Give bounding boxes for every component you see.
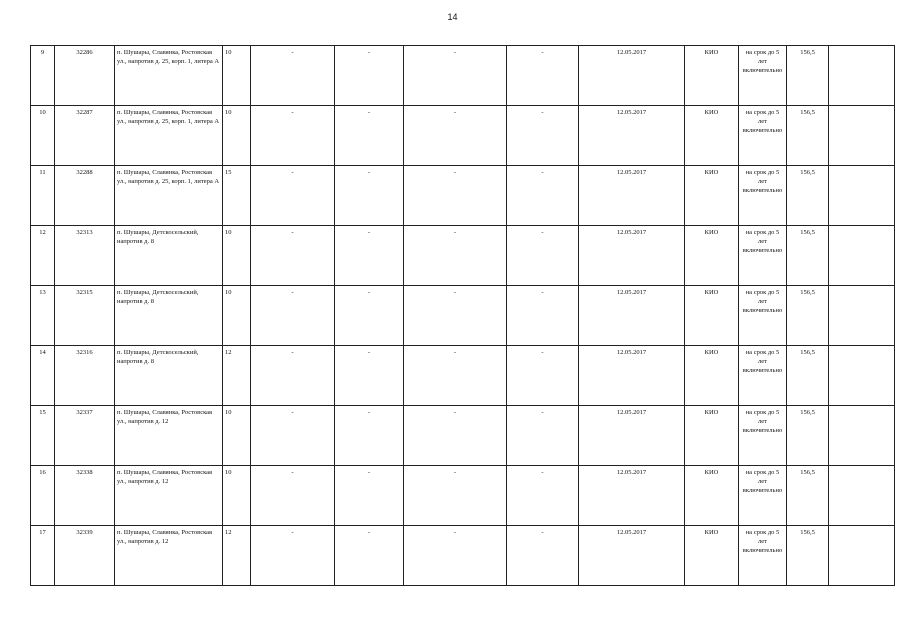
- term-cell: на срок до 5 лет включительно: [739, 286, 787, 346]
- address-cell: п. Шушары, Славянка, Ростовская ул., напротив д. 12: [115, 406, 223, 466]
- row-number-cell: 12: [31, 226, 55, 286]
- column-5-cell: -: [251, 106, 335, 166]
- term-cell: на срок до 5 лет включительно: [739, 46, 787, 106]
- quantity-cell: 10: [223, 226, 251, 286]
- date-cell: 12.05.2017: [579, 46, 685, 106]
- quantity-cell: 10: [223, 46, 251, 106]
- column-8-cell: -: [507, 226, 579, 286]
- blank-cell: [829, 406, 895, 466]
- value-cell: 156,5: [787, 406, 829, 466]
- column-7-cell: -: [404, 466, 507, 526]
- registry-code-cell: 32286: [55, 46, 115, 106]
- row-number-cell: 16: [31, 466, 55, 526]
- date-cell: 12.05.2017: [579, 106, 685, 166]
- quantity-cell: 12: [223, 346, 251, 406]
- row-number-cell: 9: [31, 46, 55, 106]
- blank-cell: [829, 466, 895, 526]
- row-number-cell: 11: [31, 166, 55, 226]
- column-8-cell: -: [507, 406, 579, 466]
- quantity-cell: 10: [223, 106, 251, 166]
- registry-code-cell: 32339: [55, 526, 115, 586]
- date-cell: 12.05.2017: [579, 466, 685, 526]
- date-cell: 12.05.2017: [579, 526, 685, 586]
- row-number-cell: 10: [31, 106, 55, 166]
- organization-cell: КИО: [685, 226, 739, 286]
- organization-cell: КИО: [685, 406, 739, 466]
- value-cell: 156,5: [787, 346, 829, 406]
- column-5-cell: -: [251, 466, 335, 526]
- row-number-cell: 14: [31, 346, 55, 406]
- term-cell: на срок до 5 лет включительно: [739, 346, 787, 406]
- term-cell: на срок до 5 лет включительно: [739, 466, 787, 526]
- table-row: [31, 46, 895, 106]
- column-8-cell: -: [507, 286, 579, 346]
- row-number-cell: 15: [31, 406, 55, 466]
- table-row: [31, 106, 895, 166]
- registry-code-cell: 32337: [55, 406, 115, 466]
- column-5-cell: -: [251, 406, 335, 466]
- date-cell: 12.05.2017: [579, 346, 685, 406]
- column-7-cell: -: [404, 46, 507, 106]
- page-number: 14: [447, 12, 458, 22]
- organization-cell: КИО: [685, 106, 739, 166]
- term-cell: на срок до 5 лет включительно: [739, 166, 787, 226]
- table-row: [31, 226, 895, 286]
- value-cell: 156,5: [787, 46, 829, 106]
- column-7-cell: -: [404, 226, 507, 286]
- column-7-cell: -: [404, 106, 507, 166]
- registry-code-cell: 32313: [55, 226, 115, 286]
- column-7-cell: -: [404, 286, 507, 346]
- column-5-cell: -: [251, 526, 335, 586]
- quantity-cell: 10: [223, 406, 251, 466]
- organization-cell: КИО: [685, 46, 739, 106]
- column-7-cell: -: [404, 406, 507, 466]
- column-5-cell: -: [251, 286, 335, 346]
- blank-cell: [829, 46, 895, 106]
- table-row: [31, 406, 895, 466]
- column-8-cell: -: [507, 46, 579, 106]
- value-cell: 156,5: [787, 166, 829, 226]
- column-8-cell: -: [507, 106, 579, 166]
- term-cell: на срок до 5 лет включительно: [739, 526, 787, 586]
- registry-code-cell: 32316: [55, 346, 115, 406]
- column-6-cell: -: [335, 226, 404, 286]
- quantity-cell: 15: [223, 166, 251, 226]
- row-number-cell: 17: [31, 526, 55, 586]
- column-5-cell: -: [251, 226, 335, 286]
- table-row: [31, 526, 895, 586]
- column-5-cell: -: [251, 166, 335, 226]
- organization-cell: КИО: [685, 166, 739, 226]
- column-7-cell: -: [404, 346, 507, 406]
- organization-cell: КИО: [685, 346, 739, 406]
- address-cell: п. Шушары, Славянка, Ростовская ул., напротив д. 25, корп. 1, литера А: [115, 166, 223, 226]
- register-rows: [31, 46, 895, 586]
- column-7-cell: -: [404, 166, 507, 226]
- column-5-cell: -: [251, 346, 335, 406]
- column-6-cell: -: [335, 466, 404, 526]
- table-row: [31, 286, 895, 346]
- blank-cell: [829, 346, 895, 406]
- term-cell: на срок до 5 лет включительно: [739, 106, 787, 166]
- value-cell: 156,5: [787, 466, 829, 526]
- table-row: [31, 346, 895, 406]
- value-cell: 156,5: [787, 106, 829, 166]
- blank-cell: [829, 106, 895, 166]
- row-number-cell: 13: [31, 286, 55, 346]
- column-6-cell: -: [335, 46, 404, 106]
- date-cell: 12.05.2017: [579, 166, 685, 226]
- address-cell: п. Шушары, Славянка, Ростовская ул., напротив д. 25, корп. 1, литера А: [115, 106, 223, 166]
- value-cell: 156,5: [787, 526, 829, 586]
- organization-cell: КИО: [685, 466, 739, 526]
- date-cell: 12.05.2017: [579, 406, 685, 466]
- address-cell: п. Шушары, Славянка, Ростовская ул., напротив д. 12: [115, 526, 223, 586]
- column-5-cell: -: [251, 46, 335, 106]
- column-6-cell: -: [335, 346, 404, 406]
- column-6-cell: -: [335, 406, 404, 466]
- column-8-cell: -: [507, 526, 579, 586]
- address-cell: п. Шушары, Детскосельский, напротив д. 8: [115, 226, 223, 286]
- blank-cell: [829, 526, 895, 586]
- address-cell: п. Шушары, Славянка, Ростовская ул., напротив д. 12: [115, 466, 223, 526]
- value-cell: 156,5: [787, 286, 829, 346]
- quantity-cell: 12: [223, 526, 251, 586]
- registry-code-cell: 32315: [55, 286, 115, 346]
- value-cell: 156,5: [787, 226, 829, 286]
- column-6-cell: -: [335, 106, 404, 166]
- registry-code-cell: 32338: [55, 466, 115, 526]
- table-row: [31, 466, 895, 526]
- quantity-cell: 10: [223, 466, 251, 526]
- blank-cell: [829, 286, 895, 346]
- address-cell: п. Шушары, Детскосельский, напротив д. 8: [115, 286, 223, 346]
- registry-code-cell: 32287: [55, 106, 115, 166]
- column-6-cell: -: [335, 526, 404, 586]
- blank-cell: [829, 226, 895, 286]
- register-table: [30, 45, 895, 586]
- column-8-cell: -: [507, 166, 579, 226]
- address-cell: п. Шушары, Детскосельский, напротив д. 8: [115, 346, 223, 406]
- registry-code-cell: 32288: [55, 166, 115, 226]
- table-row: [31, 166, 895, 226]
- column-8-cell: -: [507, 466, 579, 526]
- quantity-cell: 10: [223, 286, 251, 346]
- term-cell: на срок до 5 лет включительно: [739, 226, 787, 286]
- organization-cell: КИО: [685, 286, 739, 346]
- organization-cell: КИО: [685, 526, 739, 586]
- term-cell: на срок до 5 лет включительно: [739, 406, 787, 466]
- column-8-cell: -: [507, 346, 579, 406]
- blank-cell: [829, 166, 895, 226]
- date-cell: 12.05.2017: [579, 286, 685, 346]
- address-cell: п. Шушары, Славянка, Ростовская ул., напротив д. 25, корп. 1, литера А: [115, 46, 223, 106]
- date-cell: 12.05.2017: [579, 226, 685, 286]
- column-6-cell: -: [335, 286, 404, 346]
- column-7-cell: -: [404, 526, 507, 586]
- column-6-cell: -: [335, 166, 404, 226]
